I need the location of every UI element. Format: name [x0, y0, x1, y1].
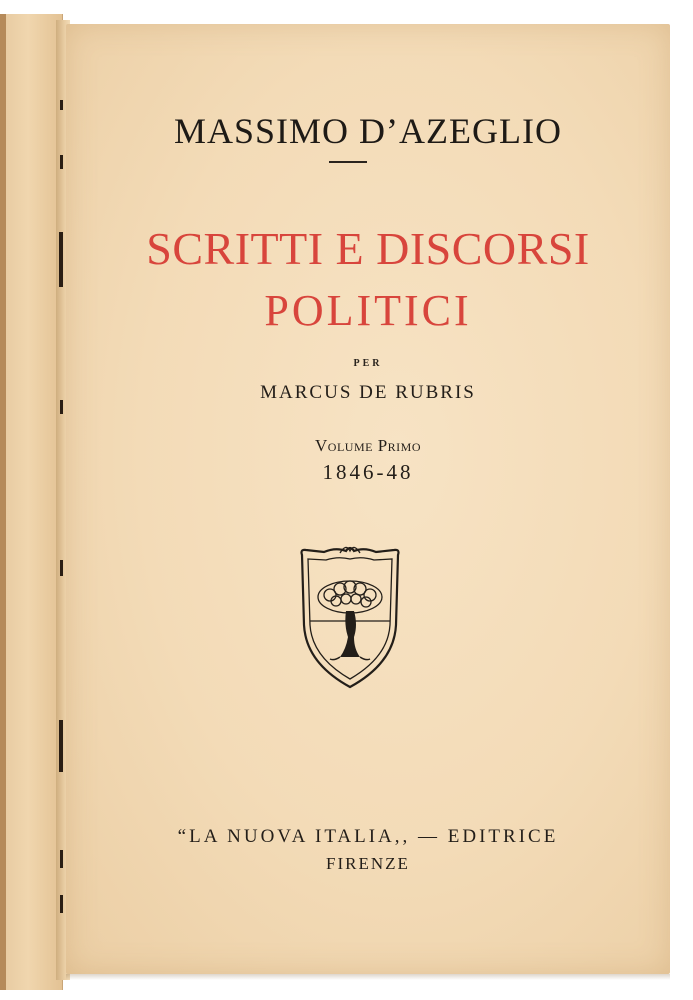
book-title-line-1: SCRITTI E DISCORSI — [146, 223, 590, 274]
author-divider — [329, 161, 367, 163]
shield-tree-icon — [296, 545, 404, 691]
book-title-line-2: POLITICI — [264, 286, 472, 335]
editor-name: MARCUS DE RUBRIS — [260, 382, 476, 403]
page-shadow — [66, 974, 670, 980]
book-spine — [0, 14, 63, 990]
spine-edge — [0, 14, 6, 990]
volume-label: Volume Primo — [315, 436, 421, 455]
publisher-name: “LA NUOVA ITALIA,, — EDITRICE — [177, 826, 559, 847]
publisher-city: FIRENZE — [326, 854, 410, 873]
author-name: MASSIMO D’AZEGLIO — [174, 111, 562, 151]
volume-years: 1846-48 — [322, 460, 414, 484]
per-label: PER — [353, 358, 383, 369]
